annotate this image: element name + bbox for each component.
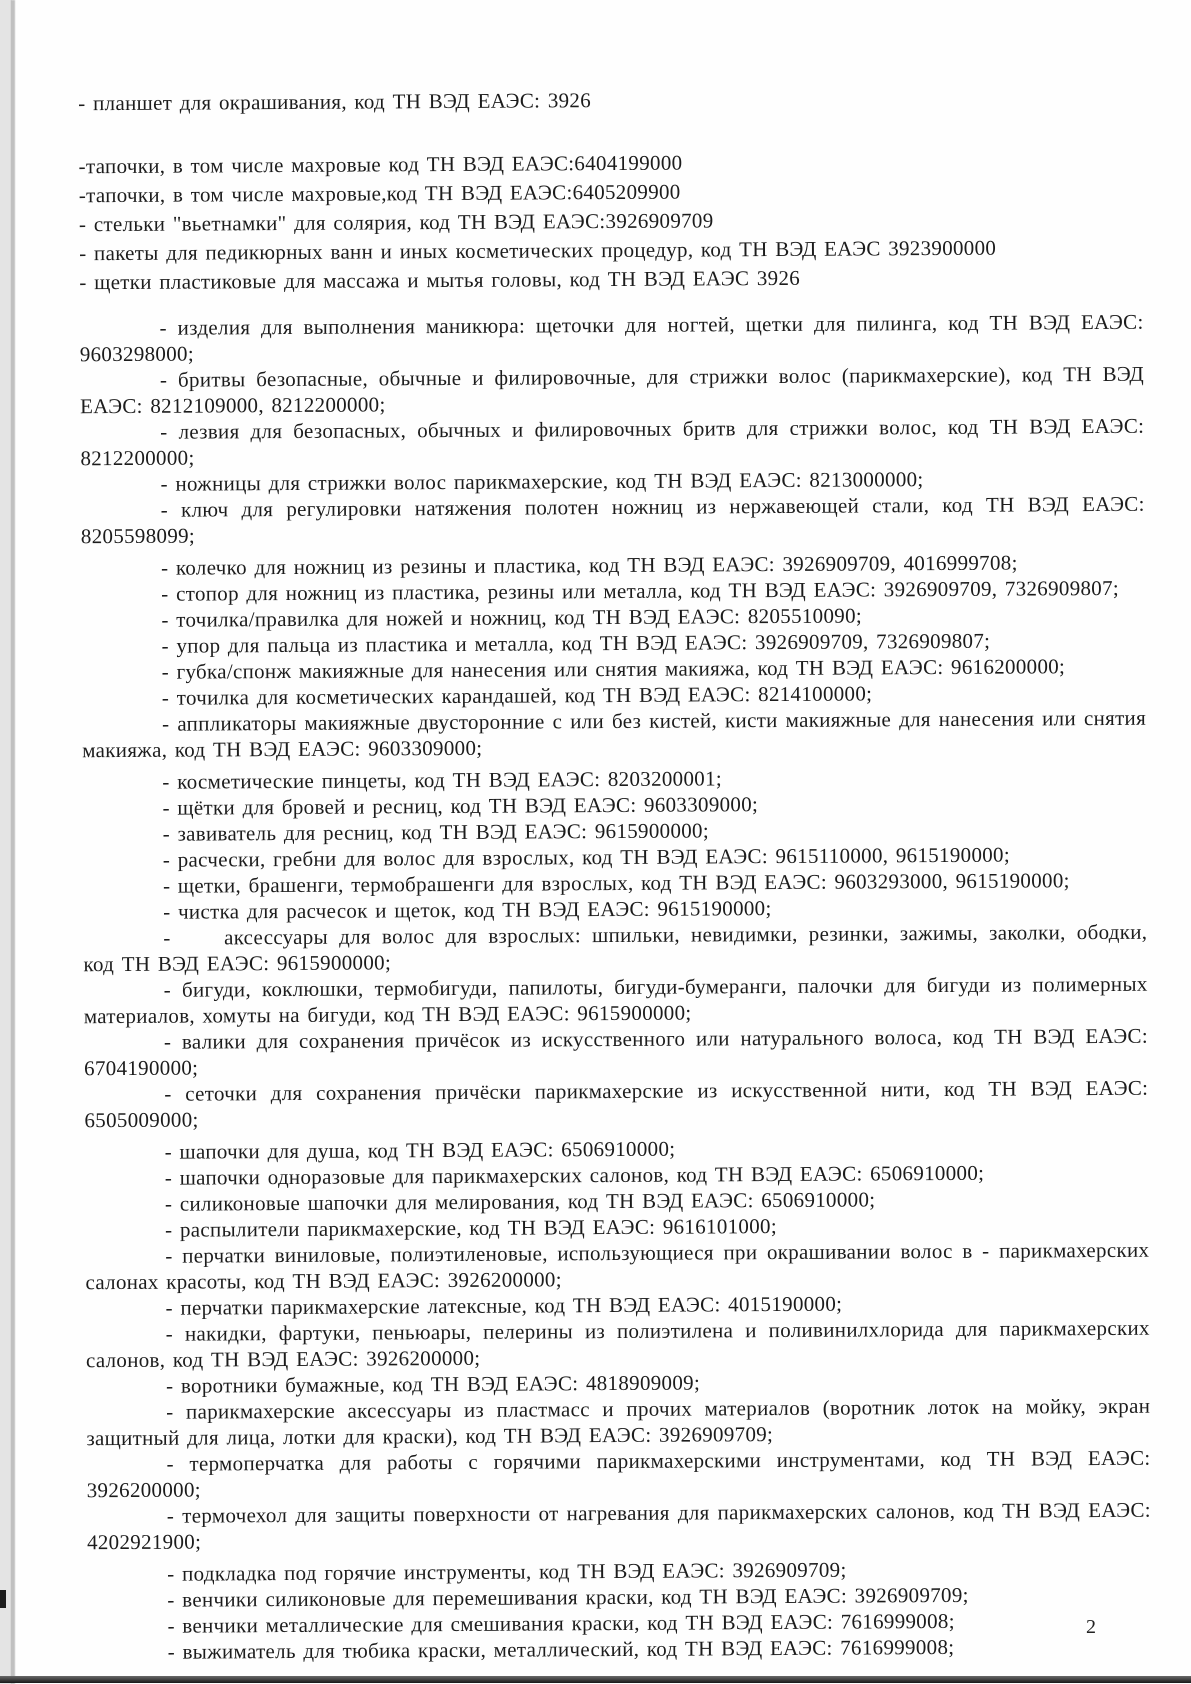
- list-item: - подкладка под горячие инструменты, код ТН ВЭД ЕАЭС: 3926909709;: [167, 1557, 847, 1586]
- intro-section: [78, 84, 1142, 116]
- list-item: - стельки "вьетнамки" для солярия, код ТН ВЭД ЕАЭС:3926909709: [78, 208, 714, 237]
- list-item: - воротники бумажные, код ТН ВЭД ЕАЭС: 4818909009;: [166, 1370, 701, 1398]
- list-item: - точилка/правилка для ножей и ножниц, код ТН ВЭД ЕАЭС: 8205510090;: [161, 603, 863, 632]
- list-item: - упор для пальца из пластика и металла, код ТН ВЭД ЕАЭС: 3926909709, 7326909807;: [161, 628, 991, 658]
- list-item: - щетки пластиковые для массажа и мытья головы, код ТН ВЭД ЕАЭС 3926: [79, 265, 801, 295]
- list-item: - распылители парикмахерские, код ТН ВЭД ЕАЭС: 9616101000;: [165, 1214, 777, 1242]
- scan-left-edge-line: [11, 0, 15, 1684]
- scan-left-edge-mark: [0, 1590, 6, 1608]
- list-item: -тапочки, в том числе махровые,код ТН ВЭД ЕАЭС:6405209900: [78, 179, 681, 208]
- list-item: - термоперчатка для работы с горячими парикмахерскими инструментами, код ТН ВЭД ЕАЭС: 3926200000;: [86, 1445, 1151, 1503]
- list-item: - венчики металлические для смешивания краски, код ТН ВЭД ЕАЭС: 7616999008;: [167, 1608, 955, 1638]
- list-item: - лезвия для безопасных, обычных и филировочных бритв для стрижки волос, код ТН ВЭД ЕАЭС: 8212200000;: [80, 413, 1145, 471]
- list-item: - щетки, брашенги, термобрашенги для взрослых, код ТН ВЭД ЕАЭС: 9603293000, 9615190000;: [162, 868, 1070, 898]
- list-item: - губка/спонж макияжные для нанесения или снятия макияжа, код ТН ВЭД ЕАЭС: 9616200000;: [161, 654, 1066, 684]
- list-item: - парикмахерские аксессуары из пластмасс и прочих материалов (воротник лоток на мойку, экран защитный для лица, лотки для краски), код ТН ВЭД ЕАЭС: 3926909709;: [86, 1393, 1151, 1451]
- list-item: - аксессуары для волос для взрослых: шпильки, невидимки, резинки, зажимы, заколки, ободки, код ТН ВЭД ЕАЭС: 9615900000;: [83, 919, 1148, 977]
- list-item: - точилка для косметических карандашей, код ТН ВЭД ЕАЭС: 8214100000;: [161, 681, 873, 710]
- list-item: - пакеты для педикюрных ванн и иных косметических процедур, код ТН ВЭД ЕАЭС 3923900000: [79, 235, 997, 266]
- list-item: - завиватель для ресниц, код ТН ВЭД ЕАЭС: 9615900000;: [162, 818, 710, 846]
- list-item: - колечко для ножниц из резины и пластика, код ТН ВЭД ЕАЭС: 3926909709, 4016999708;: [161, 550, 1018, 580]
- list-item: - ножницы для стрижки волос парикмахерские, код ТН ВЭД ЕАЭС: 8213000000;: [160, 467, 924, 496]
- list-item: - стопор для ножниц из пластика, резины или металла, код ТН ВЭД ЕАЭС: 3926909709, 7326909807;: [161, 575, 1120, 606]
- list-item: - бигуди, коклюшки, термобигуди, папилоты, бигуди-бумеранги, палочки для бигуди из полимерных материалов, хомуты на бигуди, код ТН ВЭД ЕАЭС: 9615900000;: [83, 971, 1148, 1029]
- list-item: - косметические пинцеты, код ТН ВЭД ЕАЭС: 8203200001;: [162, 766, 723, 794]
- document-body: [78, 84, 1152, 1665]
- list-item: - планшет для окрашивания, код ТН ВЭД ЕАЭС: 3926: [78, 88, 592, 116]
- list-item: - ключ для регулировки натяжения полотен ножниц из нержавеющей стали, код ТН ВЭД ЕАЭС: 8205598099;: [80, 491, 1145, 549]
- list-item: - термочехол для защиты поверхности от нагревания для парикмахерских салонов, код ТН ВЭД ЕАЭС: 4202921900;: [86, 1497, 1151, 1555]
- list-item: - силиконовые шапочки для мелирования, код ТН ВЭД ЕАЭС: 6506910000;: [164, 1187, 876, 1216]
- list-item: - выжиматель для тюбика краски, металлический, код ТН ВЭД ЕАЭС: 7616999008;: [167, 1634, 955, 1664]
- items-section: [80, 309, 1152, 1665]
- list-item: - перчатки виниловые, полиэтиленовые, использующиеся при окрашивании волос в - парикмахерских салонах красоты, код ТН ВЭД ЕАЭС: 3926200000;: [85, 1237, 1150, 1295]
- list-item: - бритвы безопасные, обычные и филировочные, для стрижки волос (парикмахерские), код ТН ВЭД ЕАЭС: 8212109000, 8212200000;: [80, 361, 1144, 419]
- page-number: 2: [1086, 1616, 1096, 1638]
- list-item: - изделия для выполнения маникюра: щеточки для ногтей, щетки для пилинга, код ТН ВЭД ЕАЭС: 9603298000;: [79, 309, 1144, 367]
- list-item: - шапочки одноразовые для парикмахерских салонов, код ТН ВЭД ЕАЭС: 6506910000;: [164, 1160, 985, 1190]
- list-item: - чистка для расчесок и щеток, код ТН ВЭД ЕАЭС: 9615190000;: [163, 896, 772, 924]
- list-item: - венчики силиконовые для перемешивания краски, код ТН ВЭД ЕАЭС: 3926909709;: [167, 1582, 969, 1612]
- slippers-section: [79, 147, 1144, 295]
- list-item: - валики для сохранения причёсок из искусственного или натурального волоса, код ТН ВЭД ЕАЭС: 6704190000;: [84, 1023, 1149, 1081]
- list-item: -тапочки, в том числе махровые код ТН ВЭД ЕАЭС:6404199000: [78, 150, 683, 179]
- list-item: - перчатки парикмахерские латексные, код ТН ВЭД ЕАЭС: 4015190000;: [165, 1291, 843, 1320]
- list-item: - шапочки для душа, код ТН ВЭД ЕАЭС: 6506910000;: [164, 1136, 676, 1164]
- scan-bottom-bar: [0, 1676, 1191, 1683]
- list-item: - расчески, гребни для волос для взрослых, код ТН ВЭД ЕАЭС: 9615110000, 9615190000;: [162, 842, 1011, 872]
- list-item: - накидки, фартуки, пеньюары, пелерины из полиэтилена и поливинилхлорида для парикмахерских салонов, код ТН ВЭД ЕАЭС: 3926200000;: [85, 1315, 1150, 1373]
- list-item: - щётки для бровей и ресниц, код ТН ВЭД ЕАЭС: 9603309000;: [162, 792, 759, 820]
- list-item: - сеточки для сохранения причёски парикмахерские из искусственной нити, код ТН ВЭД ЕАЭС: 6505009000;: [84, 1075, 1149, 1133]
- list-item: - аппликаторы макияжные двусторонние с или без кистей, кисти макияжные для нанесения или снятия макияжа, код ТН ВЭД ЕАЭС: 9603309000;: [82, 705, 1147, 763]
